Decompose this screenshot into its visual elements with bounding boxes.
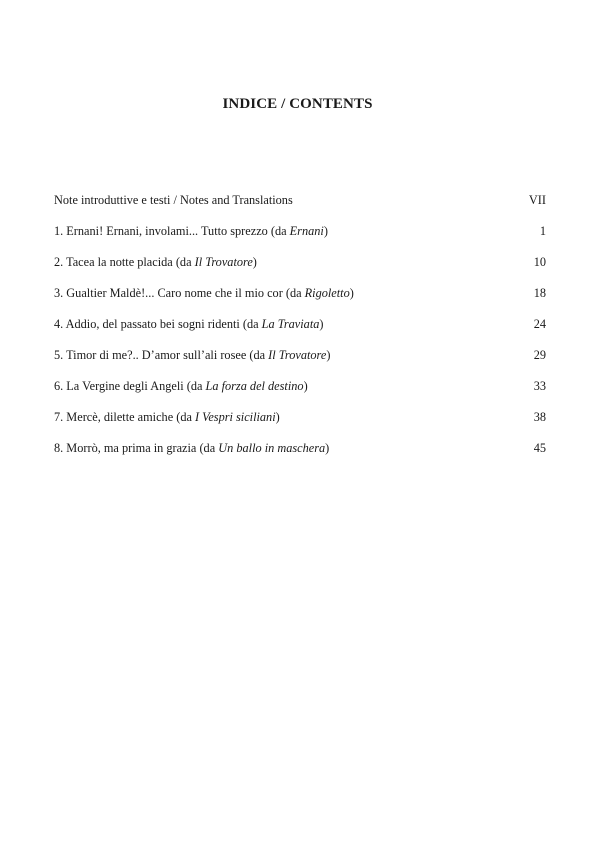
toc-entry-title: 7. Mercè, dilette amiche (da I Vespri siciliani) — [54, 410, 280, 424]
toc-page-number: 10 — [533, 255, 546, 269]
table-of-contents — [54, 192, 546, 471]
toc-entry-1 — [54, 223, 546, 254]
toc-page-number: VII — [528, 193, 546, 207]
toc-entry-title: 2. Tacea la notte placida (da Il Trovatore) — [54, 255, 257, 269]
toc-entry-5 — [54, 347, 546, 378]
toc-entry-title: 8. Morrò, ma prima in grazia (da Un ballo in maschera) — [54, 441, 330, 455]
toc-entry-title: 6. La Vergine degli Angeli (da La forza del destino) — [54, 379, 308, 393]
toc-entry-3 — [54, 285, 546, 316]
toc-page-number: 18 — [533, 286, 546, 300]
toc-entry-8 — [54, 440, 546, 471]
page-title: INDICE / CONTENTS — [222, 96, 373, 112]
toc-page-number: 45 — [533, 441, 546, 455]
toc-entry-2 — [54, 254, 546, 285]
toc-page-number: 33 — [533, 379, 546, 393]
toc-page-number: 1 — [539, 224, 546, 238]
toc-entry-title: 3. Gualtier Maldè!... Caro nome che il mio cor (da Rigoletto) — [54, 286, 354, 300]
toc-entry-4 — [54, 316, 546, 347]
toc-entry-title: 5. Timor di me?.. D’amor sull’ali rosee (da Il Trovatore) — [54, 348, 331, 362]
toc-entry-title: 4. Addio, del passato bei sogni ridenti (da La Traviata) — [54, 317, 324, 331]
toc-entry-6 — [54, 378, 546, 409]
toc-page-number: 38 — [533, 410, 546, 424]
toc-entry-notes — [54, 192, 546, 223]
toc-entry-title: 1. Ernani! Ernani, involami... Tutto sprezzo (da Ernani) — [54, 224, 328, 238]
toc-entry-title: Note introduttive e testi / Notes and Translations — [54, 193, 293, 207]
toc-entry-7 — [54, 409, 546, 440]
toc-page-number: 24 — [533, 317, 546, 331]
toc-page-number: 29 — [533, 348, 546, 362]
